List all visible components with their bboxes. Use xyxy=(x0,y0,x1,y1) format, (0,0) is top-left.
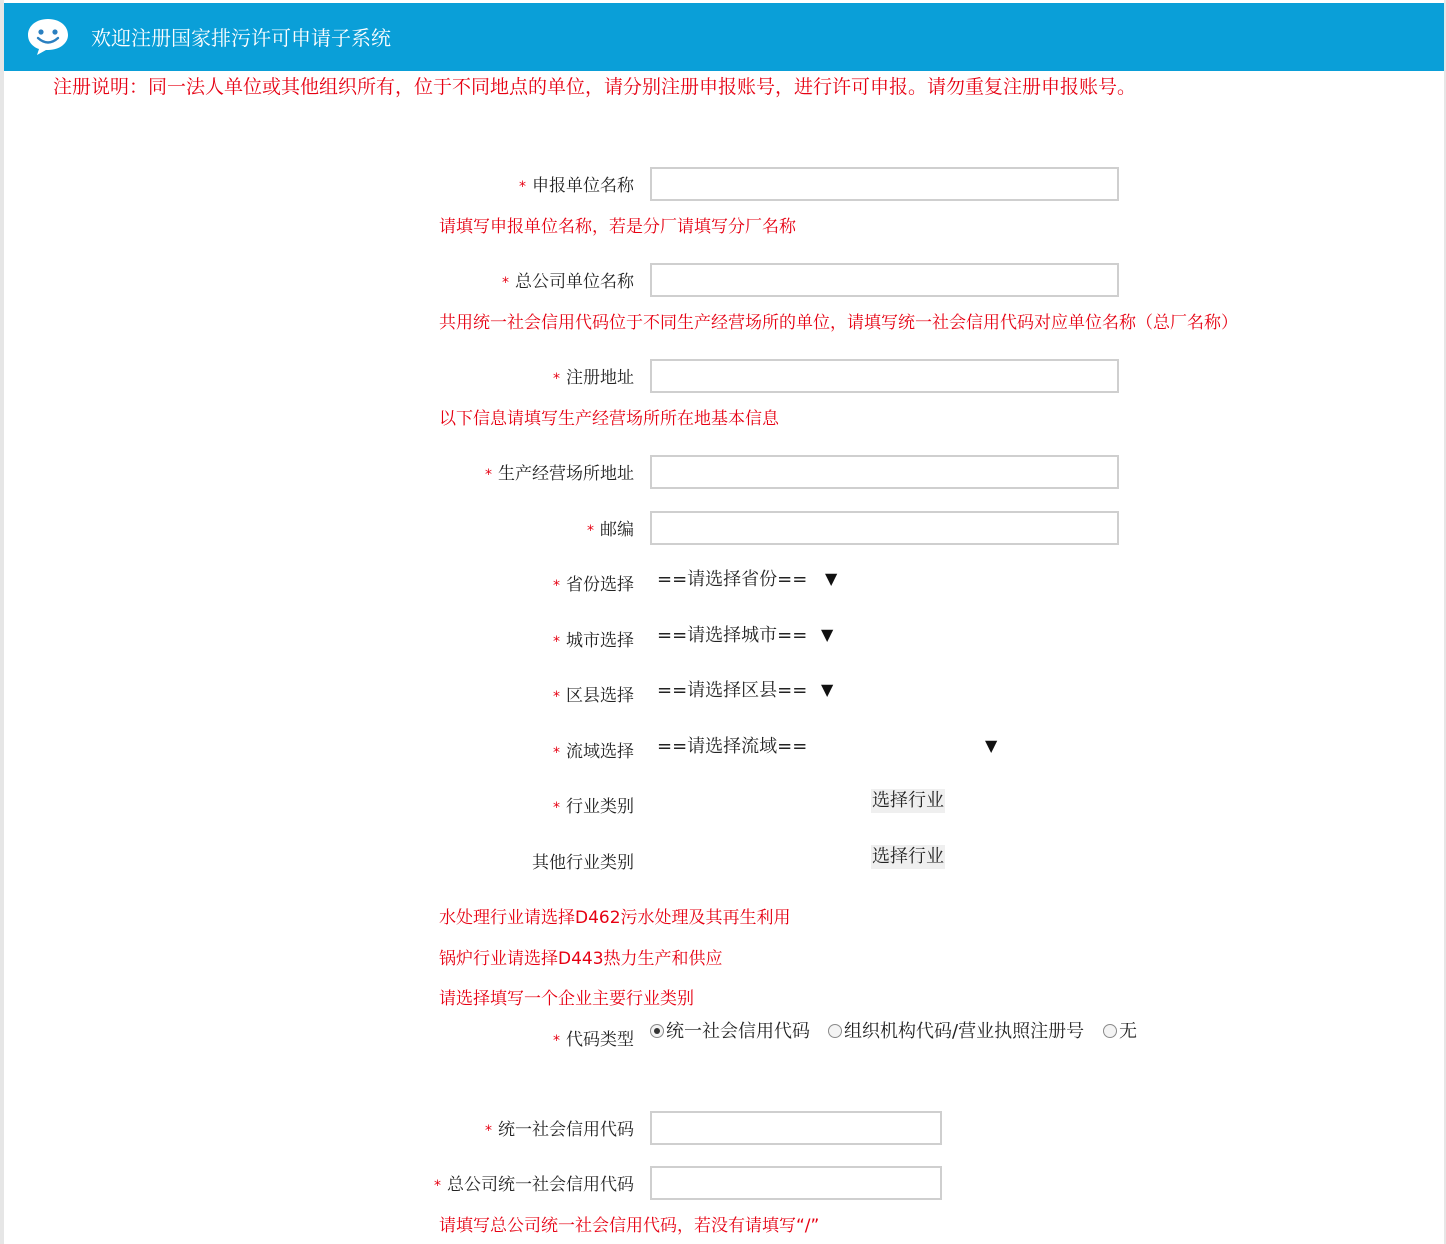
required-marker: * xyxy=(553,800,560,816)
select-other-industry-button[interactable]: 选择行业 xyxy=(872,846,944,867)
required-marker: * xyxy=(553,689,560,705)
county-select[interactable]: ==请选择区县== xyxy=(657,680,808,701)
industry-label: * 行业类别 xyxy=(553,797,634,817)
code-type-option-org[interactable]: 组织机构代码/营业执照注册号 xyxy=(828,1020,1084,1044)
province-dropdown-icon[interactable]: ▼ xyxy=(825,569,838,588)
required-marker: * xyxy=(553,371,560,387)
select-industry-button[interactable]: 选择行业 xyxy=(872,790,944,811)
city-select[interactable]: ==请选择城市== xyxy=(657,625,808,646)
city-dropdown-icon[interactable]: ▼ xyxy=(821,625,834,644)
required-marker: * xyxy=(519,179,526,195)
parent-name-hint: 共用统一社会信用代码位于不同生产经营场所的单位，请填写统一社会信用代码对应单位名称（总厂名称） xyxy=(439,313,1238,333)
page-left-border xyxy=(0,0,4,1244)
smiley-chat-bubble-icon xyxy=(26,17,70,57)
required-marker: * xyxy=(485,467,492,483)
postcode-input[interactable] xyxy=(650,511,1119,545)
required-marker: * xyxy=(502,275,509,291)
required-marker: * xyxy=(434,1178,441,1194)
parent-name-label: * 总公司单位名称 xyxy=(502,272,634,292)
parent-credit-code-label: * 总公司统一社会信用代码 xyxy=(434,1175,634,1195)
reg-address-hint: 以下信息请填写生产经营场所所在地基本信息 xyxy=(439,409,779,429)
credit-code-input[interactable] xyxy=(650,1111,942,1145)
registration-notice: 注册说明：同一法人单位或其他组织所有，位于不同地点的单位，请分别注册申报账号，进行许可申报。请勿重复注册申报账号。 xyxy=(53,76,1137,98)
radio-button[interactable] xyxy=(828,1024,842,1038)
required-marker: * xyxy=(553,634,560,650)
radio-button[interactable] xyxy=(1103,1024,1117,1038)
code-type-option-credit[interactable]: 统一社会信用代码 xyxy=(650,1020,810,1044)
credit-code-label: * 统一社会信用代码 xyxy=(485,1120,634,1140)
industry-hint-main: 请选择填写一个企业主要行业类别 xyxy=(439,989,694,1009)
postcode-label: * 邮编 xyxy=(587,520,634,540)
other-industry-label: 其他行业类别 xyxy=(532,853,634,873)
reg-address-input[interactable] xyxy=(650,359,1119,393)
province-select[interactable]: ==请选择省份== xyxy=(657,569,808,590)
code-type-label: * 代码类型 xyxy=(553,1030,634,1050)
page-header xyxy=(4,3,1444,71)
unit-name-hint: 请填写申报单位名称，若是分厂请填写分厂名称 xyxy=(439,217,796,237)
industry-hint-water: 水处理行业请选择D462污水处理及其再生利用 xyxy=(439,908,791,928)
required-marker: * xyxy=(553,745,560,761)
parent-credit-code-hint: 请填写总公司统一社会信用代码，若没有请填写“/” xyxy=(439,1216,820,1236)
province-label: * 省份选择 xyxy=(553,575,634,595)
unit-name-label: * 申报单位名称 xyxy=(519,176,634,196)
county-dropdown-icon[interactable]: ▼ xyxy=(821,680,834,699)
required-marker: * xyxy=(587,523,594,539)
industry-hint-boiler: 锅炉行业请选择D443热力生产和供应 xyxy=(439,949,723,969)
radio-button-checked[interactable] xyxy=(650,1024,664,1038)
required-marker: * xyxy=(553,1033,560,1049)
basin-select[interactable]: ==请选择流域== xyxy=(657,736,808,757)
unit-name-input[interactable] xyxy=(650,167,1119,201)
code-type-option-none[interactable]: 无 xyxy=(1103,1020,1137,1044)
parent-credit-code-input[interactable] xyxy=(650,1166,942,1200)
city-label: * 城市选择 xyxy=(553,631,634,651)
county-label: * 区县选择 xyxy=(553,686,634,706)
site-address-label: * 生产经营场所地址 xyxy=(485,464,634,484)
required-marker: * xyxy=(485,1123,492,1139)
page-title: 欢迎注册国家排污许可申请子系统 xyxy=(91,26,391,50)
basin-dropdown-icon[interactable]: ▼ xyxy=(985,736,998,755)
basin-label: * 流域选择 xyxy=(553,742,634,762)
parent-name-input[interactable] xyxy=(650,263,1119,297)
required-marker: * xyxy=(553,578,560,594)
reg-address-label: * 注册地址 xyxy=(553,368,634,388)
site-address-input[interactable] xyxy=(650,455,1119,489)
